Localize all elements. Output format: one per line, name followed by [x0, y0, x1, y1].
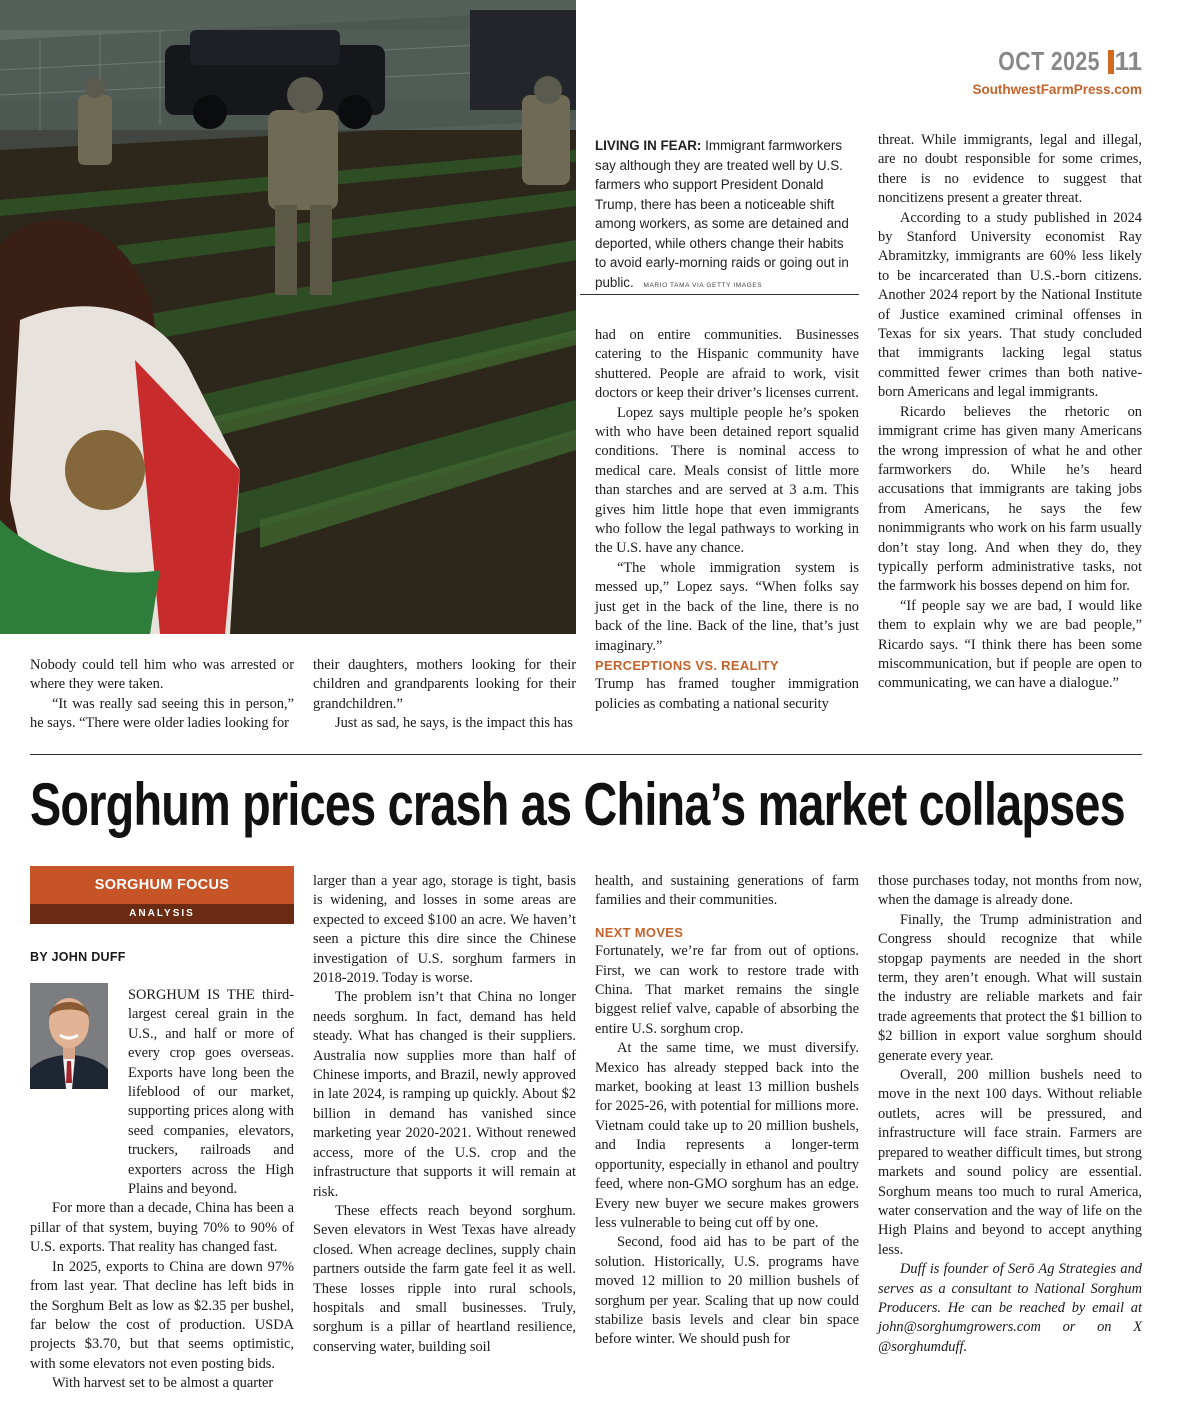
paragraph: larger than a year ago, storage is tight, basis is widening, and losses in some areas are expected to exceed $100 an acre. We haven’t seen a picture this dire since the Chinese investigation of U.S. sorghum farmers in 2018-2019. Today is worse.	[313, 873, 576, 987]
paragraph: “The whole immigration system is messed up,” Lopez says. “When folks say just get in the back of the line, there is no back of the line. Back of the line, that’s just imaginary.”	[595, 559, 859, 654]
section-label: SORGHUM FOCUS	[30, 866, 294, 904]
paragraph: According to a study published in 2024 by Stanford University economist Ray Abramitzky, immigrants are 60% less likely to be incarcerated than U.S.-born citizens. Another 2024 report by the National Institute of Justice examined criminal offenses in Texas for six years. That study concluded that immigrants lacking legal status committed fewer crimes than both native-born Americans and legal immigrants.	[878, 209, 1142, 401]
paragraph: Nobody could tell him who was arrested or where they were taken.	[30, 657, 294, 693]
paragraph: Overall, 200 million bushels need to move in the next 100 days. Without reliable outlets, acres will be pressured, and infrastructure will face strain. Farmers are prepared to weather difficult times, but strong markets and sound policy are essential. Sorghum means too much to rural America, water conservation and the way of life on the High Plains and beyond to accept anything less.	[878, 1067, 1142, 1258]
page-number: 11	[1114, 46, 1142, 76]
paragraph: These effects reach beyond sorghum. Seven elevators in West Texas have already closed. When acreage declines, supply chain partners outside the farm gate feel it as well. These losses ripple into rural schools, hospitals and small businesses. Truly, sorghum is a pillar of heartland resilience, conserving water, building soil	[313, 1202, 576, 1355]
prev-story-column-2	[313, 656, 576, 734]
paragraph: For more than a decade, China has been a pillar of that system, buying 70% to 90% of U.S. exports. That reality has changed fast.	[30, 1200, 294, 1256]
prev-story-column-1	[30, 656, 294, 734]
story-column-3	[595, 872, 859, 1350]
paragraph: health, and sustaining generations of farm families and their communities.	[595, 873, 859, 909]
story-column-4	[878, 872, 1142, 1357]
paragraph: Trump has framed tougher immigration policies as combating a national security	[595, 676, 859, 712]
paragraph: Ricardo believes the rhetoric on immigrant crime has given many Americans the wrong impression of what he and other farmworkers do. While he’s heard accusations that immigrants are taking jobs from Americans, he says the few nonimmigrants who work on his farm usually don’t stay long. And when they do, they typically perform administrative tasks, not the farmwork his bosses depend on him for.	[878, 403, 1142, 595]
lead-text: third-largest cereal grain in the U.S., and half or more of every crop goes overseas. Exports have long been the lifeblood of our market, supporting prices along with seed companies, elevators, truckers, railroads and exporters across the High Plains and beyond.	[128, 987, 294, 1198]
story-column-1	[30, 986, 294, 1394]
story-column-2	[313, 872, 576, 1357]
paragraph: With harvest set to be almost a quarter	[52, 1375, 274, 1392]
kicker-label: ANALYSIS	[30, 904, 294, 924]
paragraph: The problem isn’t that China no longer needs sorghum. In fact, demand has held steady. What has changed is their suppliers. Australia now supplies more than half of Chinese imports, and Brazil, newly approved in late 2024, is ramping up quickly. About $2 billion in demand has vanished since marketing year 2020-2021. Without renewed access, more of the U.S. crop and the infrastructure that supports it will remain at risk.	[313, 989, 576, 1200]
paragraph: threat. While immigrants, legal and illegal, are no doubt responsible for some crimes, there is no evidence to suggest that noncitizens present a greater threat.	[878, 132, 1142, 207]
photo-credit: MARIO TAMA VIA GETTY IMAGES	[643, 281, 763, 289]
caption-label: LIVING IN FEAR:	[595, 138, 702, 153]
paragraph: Lopez says multiple people he’s spoken with who have been detained report squalid conditions. There is nominal access to medical care. Meals consist of little more than starches and are served at 3 a.m. This gives him little hope that even immigrants who follow the legal pathways to working in the U.S. have any chance.	[595, 404, 859, 557]
issue-date: OCT 2025	[998, 46, 1100, 76]
header-divider-bar	[1108, 50, 1114, 74]
headline: Sorghum prices crash as China’s market collapses	[30, 771, 1125, 838]
website-link[interactable]: SouthwestFarmPress.com	[972, 82, 1142, 97]
paragraph: In 2025, exports to China are down 97% from last year. That decline has left bids in the Sorghum Belt as low as $2.35 per bushel, far below the cost of production. USDA projects $3.70, but that seems optimistic, with some elevators not even posting bids.	[30, 1258, 294, 1372]
story-divider	[30, 754, 1142, 755]
lead-caps: SORGHUM IS THE	[128, 987, 255, 1003]
paragraph: “It was really sad seeing this in person,” he says. “There were older ladies looking for	[30, 695, 294, 732]
caption-rule	[580, 294, 859, 295]
lead-paragraph	[128, 986, 294, 1199]
prev-story-column-3	[595, 326, 859, 714]
paragraph: Finally, the Trump administration and Congress should recognize that while stopgap payments are needed in the short term, they aren’t enough. What will sustain the industry are reliable markets and fair trade agreements that protect the $1 billion to $2 billion in export value sorghum should generate every year.	[878, 911, 1142, 1064]
paragraph: had on entire communities. Businesses catering to the Hispanic community have shuttered. People are afraid to work, visit doctors or keep their driver’s licenses current.	[595, 327, 859, 402]
photo-caption	[595, 136, 857, 295]
author-bio: Duff is founder of Serō Ag Strategies and serves as a consultant to National Sorghum Producers. He can be reached by email at john@sorghumgrowers.com or on X @sorghumduff.	[878, 1261, 1142, 1355]
paragraph: Just as sad, he says, is the impact this has	[335, 715, 573, 732]
news-photo	[0, 0, 576, 634]
paragraph: their daughters, mothers looking for their children and grandparents looking for their grandchildren.”	[313, 657, 576, 712]
prev-story-column-4	[878, 131, 1142, 694]
byline: BY JOHN DUFF	[30, 950, 126, 964]
paragraph: “If people say we are bad, I would like them to explain why we are bad people,” Ricardo says. “I think there has been some miscommunication, but if people are open to communicating, we can have a dialogue.”	[878, 597, 1142, 692]
caption-text: Immigrant farmworkers say although they are treated well by U.S. farmers who support President Donald Trump, there has been a noticeable shift among workers, as some are detained and deported, while others change their habits to avoid early-morning raids or going out in public.	[595, 138, 849, 290]
subhead: NEXT MOVES	[595, 924, 684, 940]
photo-illustration	[0, 0, 576, 634]
subhead: PERCEPTIONS VS. REALITY	[595, 657, 779, 673]
paragraph: those purchases today, not months from now, when the damage is already done.	[878, 873, 1142, 909]
paragraph: Fortunately, we’re far from out of options. First, we can work to restore trade with China. That market remains the single biggest relief valve, capable of absorbing the entire U.S. sorghum crop.	[595, 943, 859, 1037]
paragraph: Second, food aid has to be part of the solution. Historically, U.S. programs have moved 12 million to 20 million bushels of sorghum per year. Scaling that up now could stabilize basis levels and clear bin space before winter. We should push for	[595, 1234, 859, 1348]
paragraph: At the same time, we must diversify. Mexico has already stepped back into the market, booking at least 13 million bushels for 2025-26, with potential for millions more. Vietnam could take up to 20 million bushels, and India represents a longer-term opportunity, especially in ethanol and poultry feed, where non-GMO sorghum has an edge. Every new buyer we secure makes growers less vulnerable to being cut off by one.	[595, 1040, 859, 1231]
